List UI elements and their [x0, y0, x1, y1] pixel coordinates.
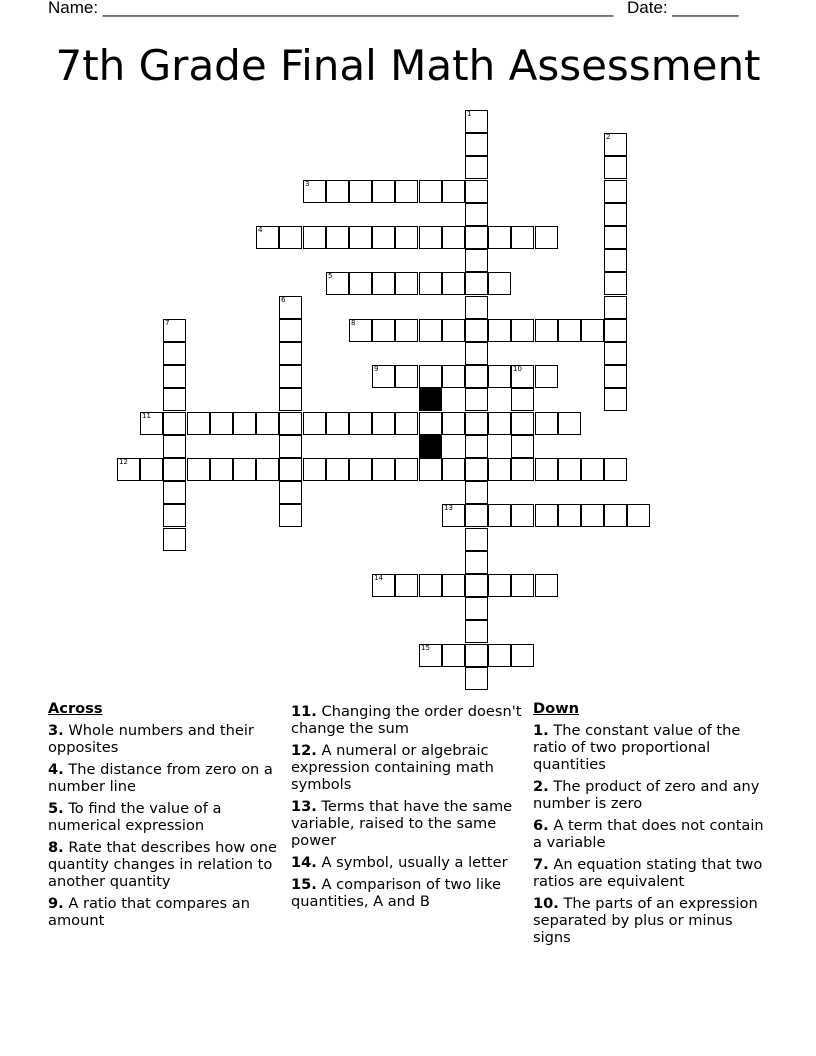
grid-cell[interactable]: [604, 365, 627, 388]
grid-cell[interactable]: [465, 574, 488, 597]
grid-cell[interactable]: [372, 180, 395, 203]
grid-cell[interactable]: [488, 644, 511, 667]
grid-cell[interactable]: [256, 458, 279, 481]
clue-item: [48, 722, 283, 756]
grid-cell[interactable]: [465, 365, 488, 388]
clue-number-label: 10: [513, 365, 522, 373]
clue-text: The parts of an expression separated by plus or minus signs: [533, 895, 758, 946]
grid-cell[interactable]: [558, 504, 581, 527]
clue-text: A term that does not contain a variable: [533, 817, 764, 851]
grid-cell[interactable]: [419, 458, 442, 481]
grid-cell[interactable]: [511, 319, 534, 342]
across-continued-clue-list: [291, 703, 526, 910]
grid-cell[interactable]: [465, 412, 488, 435]
grid-cell[interactable]: [395, 412, 418, 435]
grid-cell[interactable]: [465, 504, 488, 527]
grid-cell[interactable]: [442, 226, 465, 249]
grid-cell[interactable]: [210, 458, 233, 481]
grid-cell[interactable]: [511, 388, 534, 411]
grid-cell[interactable]: [535, 365, 558, 388]
grid-cell[interactable]: [349, 458, 372, 481]
clue-number-label: 2: [606, 133, 611, 141]
grid-cell[interactable]: [303, 412, 326, 435]
grid-cell[interactable]: [419, 272, 442, 295]
grid-cell[interactable]: [326, 180, 349, 203]
grid-cell[interactable]: [442, 504, 465, 527]
grid-cell[interactable]: [395, 180, 418, 203]
grid-cell[interactable]: [163, 504, 186, 527]
page-title: 7th Grade Final Math Assessment: [55, 41, 761, 90]
clue-number: 4.: [48, 761, 64, 778]
grid-cell[interactable]: [349, 272, 372, 295]
clue-number: 3.: [48, 722, 64, 739]
clue-number-label: 15: [421, 644, 430, 652]
down-clue-list: [533, 722, 768, 946]
clue-item: [291, 854, 526, 871]
grid-cell[interactable]: [488, 412, 511, 435]
grid-cell[interactable]: [326, 412, 349, 435]
date-line[interactable]: _______: [672, 0, 739, 17]
grid-cell[interactable]: [303, 180, 326, 203]
grid-cell[interactable]: [465, 156, 488, 179]
clue-item: [48, 839, 283, 890]
grid-cell[interactable]: [535, 226, 558, 249]
grid-cell[interactable]: [465, 180, 488, 203]
grid-cell[interactable]: [604, 319, 627, 342]
grid-cell[interactable]: [279, 226, 302, 249]
clue-number: 15.: [291, 876, 317, 893]
clue-number: 6.: [533, 817, 549, 834]
grid-cell[interactable]: [372, 272, 395, 295]
grid-cell[interactable]: [465, 597, 488, 620]
grid-cell[interactable]: [256, 412, 279, 435]
grid-cell[interactable]: [117, 458, 140, 481]
across-heading: Across: [48, 700, 103, 717]
grid-cell[interactable]: [535, 504, 558, 527]
grid-cell[interactable]: [140, 458, 163, 481]
grid-cell[interactable]: [349, 412, 372, 435]
clue-item: [48, 895, 283, 929]
grid-cell[interactable]: [256, 226, 279, 249]
grid-cell[interactable]: [465, 226, 488, 249]
clue-number-label: 1: [467, 110, 472, 118]
grid-cell[interactable]: [279, 319, 302, 342]
name-label: Name:: [48, 0, 103, 17]
grid-cell[interactable]: [442, 180, 465, 203]
grid-cell[interactable]: [465, 319, 488, 342]
clue-number-label: 6: [281, 296, 286, 304]
grid-cell[interactable]: [372, 365, 395, 388]
grid-cell[interactable]: [627, 504, 650, 527]
grid-cell[interactable]: [163, 365, 186, 388]
clue-number-label: 14: [374, 574, 383, 582]
grid-cell[interactable]: [488, 272, 511, 295]
grid-cell[interactable]: [465, 667, 488, 690]
grid-cell[interactable]: [419, 180, 442, 203]
clue-item: [291, 742, 526, 793]
grid-cell[interactable]: [419, 644, 442, 667]
grid-cell[interactable]: [488, 458, 511, 481]
grid-cell[interactable]: [442, 458, 465, 481]
blocked-cell: [419, 435, 442, 458]
clue-item: [291, 876, 526, 910]
clue-text: The distance from zero on a number line: [48, 761, 273, 795]
grid-cell[interactable]: [395, 226, 418, 249]
grid-cell[interactable]: [488, 365, 511, 388]
grid-cell[interactable]: [419, 365, 442, 388]
grid-cell[interactable]: [279, 435, 302, 458]
clue-text: Terms that have the same variable, raised to the same power: [291, 798, 513, 849]
grid-cell[interactable]: [163, 342, 186, 365]
grid-cell[interactable]: [535, 412, 558, 435]
grid-cell[interactable]: [163, 458, 186, 481]
clue-item: [48, 761, 283, 795]
grid-cell[interactable]: [488, 574, 511, 597]
across-continued-column: [291, 703, 526, 915]
grid-cell[interactable]: [465, 481, 488, 504]
clue-item: [291, 703, 526, 737]
grid-cell[interactable]: [604, 272, 627, 295]
grid-cell[interactable]: [581, 319, 604, 342]
clue-number: 9.: [48, 895, 64, 912]
grid-cell[interactable]: [279, 504, 302, 527]
grid-cell[interactable]: [535, 319, 558, 342]
grid-cell[interactable]: [187, 412, 210, 435]
grid-cell[interactable]: [488, 226, 511, 249]
grid-cell[interactable]: [349, 319, 372, 342]
grid-cell[interactable]: [279, 412, 302, 435]
grid-cell[interactable]: [488, 504, 511, 527]
clue-item: [533, 722, 768, 773]
grid-cell[interactable]: [419, 319, 442, 342]
grid-cell[interactable]: [395, 319, 418, 342]
grid-cell[interactable]: [604, 296, 627, 319]
grid-cell[interactable]: [558, 412, 581, 435]
grid-cell[interactable]: [604, 180, 627, 203]
grid-cell[interactable]: [465, 342, 488, 365]
clue-number: 1.: [533, 722, 549, 739]
clue-text: Rate that describes how one quantity changes in relation to another quantity: [48, 839, 278, 890]
grid-cell[interactable]: [511, 412, 534, 435]
grid-cell[interactable]: [395, 574, 418, 597]
across-clue-list: [48, 722, 283, 929]
down-heading: Down: [533, 700, 580, 717]
clue-text: Changing the order doesn't change the sum: [291, 703, 522, 737]
grid-cell[interactable]: [279, 365, 302, 388]
grid-cell[interactable]: [163, 481, 186, 504]
grid-cell[interactable]: [465, 249, 488, 272]
grid-cell[interactable]: [558, 458, 581, 481]
grid-cell[interactable]: [581, 458, 604, 481]
clue-item: [533, 856, 768, 890]
grid-cell[interactable]: [163, 435, 186, 458]
clue-number: 13.: [291, 798, 317, 815]
grid-cell[interactable]: [465, 644, 488, 667]
grid-cell[interactable]: [419, 226, 442, 249]
grid-cell[interactable]: [604, 504, 627, 527]
grid-cell[interactable]: [419, 412, 442, 435]
grid-cell[interactable]: [395, 365, 418, 388]
grid-cell[interactable]: [163, 528, 186, 551]
grid-cell[interactable]: [511, 644, 534, 667]
clue-item: [533, 817, 768, 851]
clue-text: Whole numbers and their opposites: [48, 722, 254, 756]
grid-cell[interactable]: [465, 203, 488, 226]
clue-number-label: 11: [142, 412, 151, 420]
grid-cell[interactable]: [303, 458, 326, 481]
clue-number: 7.: [533, 856, 549, 873]
clue-number-label: 8: [351, 319, 356, 327]
grid-cell[interactable]: [442, 574, 465, 597]
grid-cell[interactable]: [604, 133, 627, 156]
clue-number: 2.: [533, 778, 549, 795]
grid-cell[interactable]: [442, 644, 465, 667]
grid-cell[interactable]: [233, 458, 256, 481]
grid-cell[interactable]: [511, 458, 534, 481]
grid-cell[interactable]: [279, 296, 302, 319]
grid-cell[interactable]: [511, 504, 534, 527]
grid-cell[interactable]: [511, 574, 534, 597]
grid-cell[interactable]: [140, 412, 163, 435]
clue-item: [291, 798, 526, 849]
grid-cell[interactable]: [372, 319, 395, 342]
grid-cell[interactable]: [303, 226, 326, 249]
grid-cell[interactable]: [604, 388, 627, 411]
blocked-cell: [419, 388, 442, 411]
grid-cell[interactable]: [465, 388, 488, 411]
grid-cell[interactable]: [163, 319, 186, 342]
grid-cell[interactable]: [511, 365, 534, 388]
grid-cell[interactable]: [535, 574, 558, 597]
grid-cell[interactable]: [442, 412, 465, 435]
clue-number-label: 4: [258, 226, 263, 234]
grid-cell[interactable]: [187, 458, 210, 481]
grid-cell[interactable]: [535, 458, 558, 481]
clue-number: 11.: [291, 703, 317, 720]
grid-cell[interactable]: [395, 458, 418, 481]
grid-cell[interactable]: [372, 226, 395, 249]
grid-cell[interactable]: [465, 133, 488, 156]
grid-cell[interactable]: [465, 528, 488, 551]
clue-text: The product of zero and any number is zero: [533, 778, 760, 812]
grid-cell[interactable]: [279, 458, 302, 481]
clue-number: 12.: [291, 742, 317, 759]
clue-item: [533, 778, 768, 812]
grid-cell[interactable]: [349, 226, 372, 249]
clue-text: A symbol, usually a letter: [316, 854, 508, 871]
grid-cell[interactable]: [419, 574, 442, 597]
clue-number: 5.: [48, 800, 64, 817]
grid-cell[interactable]: [465, 435, 488, 458]
clue-number: 8.: [48, 839, 64, 856]
grid-cell[interactable]: [604, 342, 627, 365]
grid-cell[interactable]: [465, 110, 488, 133]
grid-cell[interactable]: [604, 226, 627, 249]
date-label: Date:: [627, 0, 673, 17]
grid-cell[interactable]: [511, 435, 534, 458]
grid-cell[interactable]: [372, 574, 395, 597]
clue-text: A ratio that compares an amount: [48, 895, 250, 929]
grid-cell[interactable]: [465, 458, 488, 481]
clue-text: A comparison of two like quantities, A and B: [291, 876, 501, 910]
grid-cell[interactable]: [488, 319, 511, 342]
grid-cell[interactable]: [442, 319, 465, 342]
across-column: [48, 700, 283, 934]
down-column: [533, 700, 768, 951]
grid-cell[interactable]: [395, 272, 418, 295]
grid-cell[interactable]: [326, 458, 349, 481]
grid-cell[interactable]: [442, 272, 465, 295]
grid-cell[interactable]: [465, 296, 488, 319]
grid-cell[interactable]: [372, 458, 395, 481]
grid-cell[interactable]: [604, 203, 627, 226]
grid-cell[interactable]: [558, 319, 581, 342]
grid-cell[interactable]: [465, 272, 488, 295]
clue-number-label: 12: [119, 458, 128, 466]
name-line[interactable]: ______________________________________________________: [102, 0, 614, 17]
clue-number-label: 3: [305, 180, 310, 188]
grid-cell[interactable]: [511, 226, 534, 249]
grid-cell[interactable]: [163, 412, 186, 435]
clue-number-label: 7: [165, 319, 170, 327]
grid-cell[interactable]: [163, 388, 186, 411]
grid-cell[interactable]: [442, 365, 465, 388]
grid-cell[interactable]: [326, 226, 349, 249]
grid-cell[interactable]: [465, 620, 488, 643]
clue-number-label: 9: [374, 365, 379, 373]
grid-cell[interactable]: [581, 504, 604, 527]
clue-text: An equation stating that two ratios are equivalent: [533, 856, 763, 890]
clue-number: 14.: [291, 854, 317, 871]
grid-cell[interactable]: [279, 388, 302, 411]
clue-text: The constant value of the ratio of two proportional quantities: [533, 722, 741, 773]
grid-cell[interactable]: [233, 412, 256, 435]
grid-cell[interactable]: [604, 249, 627, 272]
grid-cell[interactable]: [349, 180, 372, 203]
grid-cell[interactable]: [326, 272, 349, 295]
grid-cell[interactable]: [372, 412, 395, 435]
grid-cell[interactable]: [465, 551, 488, 574]
clue-text: A numeral or algebraic expression containing math symbols: [291, 742, 494, 793]
clue-text: To find the value of a numerical expression: [48, 800, 222, 834]
clue-item: [533, 895, 768, 946]
grid-cell[interactable]: [604, 458, 627, 481]
grid-cell[interactable]: [604, 156, 627, 179]
clue-item: [48, 800, 283, 834]
clue-number: 10.: [533, 895, 559, 912]
grid-cell[interactable]: [279, 342, 302, 365]
clue-number-label: 5: [328, 272, 333, 280]
grid-cell[interactable]: [279, 481, 302, 504]
clue-number-label: 13: [444, 504, 453, 512]
grid-cell[interactable]: [210, 412, 233, 435]
